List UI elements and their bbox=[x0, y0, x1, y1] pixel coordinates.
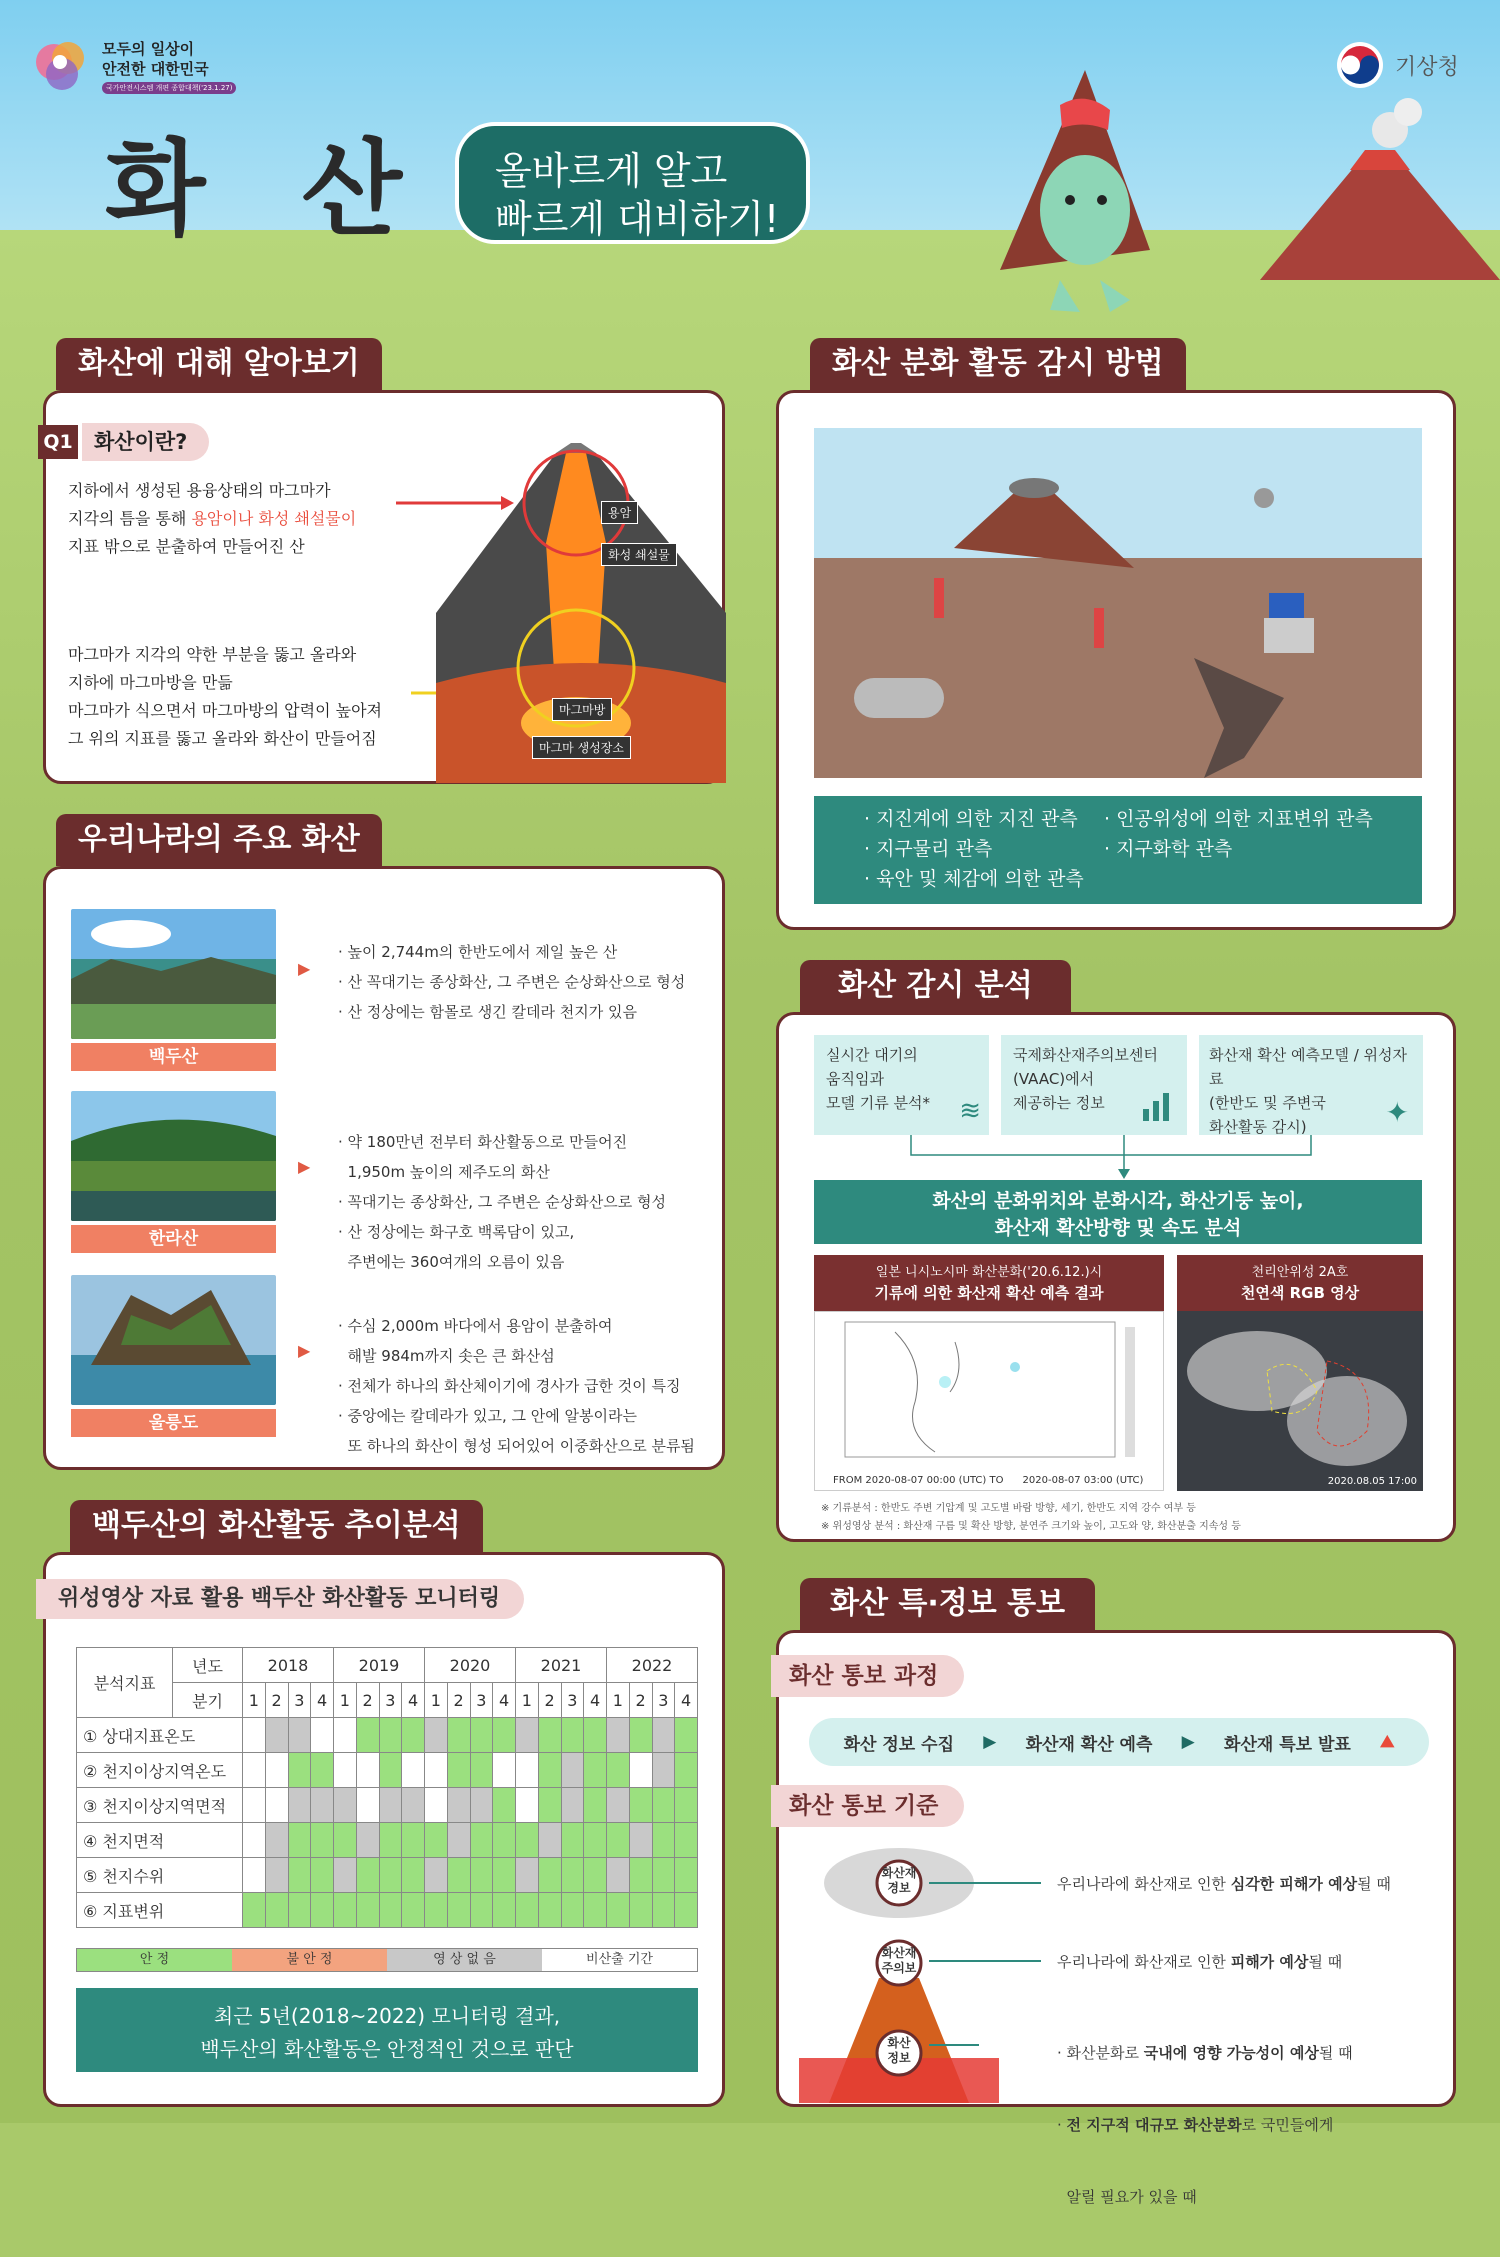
analysis-panel bbox=[776, 1012, 1456, 1542]
table-row bbox=[77, 1823, 698, 1858]
status-cell bbox=[675, 1823, 698, 1858]
row-label: ③ 천지이상지역면적 bbox=[77, 1788, 243, 1823]
legend-unstable: 불 안 정 bbox=[232, 1949, 387, 1971]
status-cell bbox=[265, 1858, 288, 1893]
status-cell bbox=[629, 1788, 652, 1823]
status-cell bbox=[607, 1823, 630, 1858]
status-cell bbox=[288, 1858, 311, 1893]
status-cell bbox=[447, 1718, 470, 1753]
status-cell bbox=[447, 1893, 470, 1928]
connector-lines bbox=[814, 1135, 1424, 1180]
page-title: 화 산 bbox=[105, 128, 433, 250]
status-cell bbox=[243, 1858, 266, 1893]
status-cell bbox=[493, 1858, 516, 1893]
quarter-cell: 3 bbox=[379, 1683, 402, 1718]
status-cell bbox=[425, 1823, 448, 1858]
status-cell bbox=[652, 1788, 675, 1823]
status-cell bbox=[470, 1858, 493, 1893]
trend-subtitle: 위성영상 자료 활용 백두산 화산활동 모니터링 bbox=[36, 1579, 524, 1619]
monitor-tab: 화산 분화 활동 감시 방법 bbox=[810, 338, 1186, 390]
satellite-rgb-image bbox=[1177, 1311, 1423, 1491]
row-label: ② 천지이상지역온도 bbox=[77, 1753, 243, 1788]
table-row bbox=[77, 1893, 698, 1928]
wind-icon: ≋ bbox=[959, 1096, 981, 1126]
formation-text: 마그마가 지각의 약한 부분을 뚫고 올라와 지하에 마그마방을 만듦 마그마가 식으면서 마그마방의 압력이 높아져 그 위의 지표를 뚫고 올라와 화산이 만들어짐 bbox=[68, 645, 383, 748]
status-cell bbox=[652, 1718, 675, 1753]
arrow-right-icon: ▶ bbox=[298, 1341, 311, 1360]
status-cell bbox=[675, 1893, 698, 1928]
status-cell bbox=[652, 1893, 675, 1928]
status-cell bbox=[470, 1823, 493, 1858]
status-cell bbox=[402, 1893, 425, 1928]
level-warning-desc: 우리나라에 화산재로 인한 심각한 피해가 예상될 때 bbox=[1057, 1875, 1391, 1893]
status-cell bbox=[402, 1753, 425, 1788]
step-announce: 화산재 특보 발표 bbox=[1224, 1734, 1351, 1755]
status-cell bbox=[584, 1788, 607, 1823]
dispersion-map-graphic bbox=[815, 1312, 1163, 1472]
fig2-header: 천리안위성 2A호 천연색 RGB 영상 bbox=[1177, 1255, 1423, 1311]
bubble-line1: 올바르게 알고 bbox=[495, 149, 728, 193]
monitor-methods-list: · 지진계에 의한 지진 관측 · 인공위성에 의한 지표변위 관측 · 지구물리 관측 · 지구화학 관측 · 육안 및 체감에 의한 관측 bbox=[814, 796, 1422, 904]
volcano-alert-icon: ⛰ bbox=[1380, 1732, 1395, 1752]
status-cell bbox=[447, 1753, 470, 1788]
quarter-cell: 4 bbox=[675, 1683, 698, 1718]
status-cell bbox=[629, 1858, 652, 1893]
quarter-cell: 2 bbox=[447, 1683, 470, 1718]
status-cell bbox=[288, 1753, 311, 1788]
table-legend bbox=[76, 1948, 698, 1972]
status-cell bbox=[447, 1823, 470, 1858]
quarter-cell: 4 bbox=[402, 1683, 425, 1718]
status-cell bbox=[470, 1788, 493, 1823]
quarter-cell: 2 bbox=[356, 1683, 379, 1718]
status-cell bbox=[584, 1893, 607, 1928]
status-cell bbox=[561, 1788, 584, 1823]
level-warning-badge: 화산재 경보 bbox=[881, 1866, 917, 1895]
year-2022: 2022 bbox=[607, 1648, 698, 1683]
status-cell bbox=[356, 1718, 379, 1753]
level-advisory-badge: 화산재 주의보 bbox=[881, 1946, 917, 1975]
ulleung-photo bbox=[71, 1275, 276, 1405]
status-cell bbox=[379, 1893, 402, 1928]
status-cell bbox=[334, 1788, 357, 1823]
quarter-cell: 4 bbox=[493, 1683, 516, 1718]
vaac-box: 국제화산재주의보센터 (VAAC)에서 제공하는 정보 bbox=[1001, 1035, 1187, 1135]
status-cell bbox=[493, 1823, 516, 1858]
level-advisory-desc: 우리나라에 화산재로 인한 피해가 예상될 때 bbox=[1057, 1953, 1343, 1971]
status-cell bbox=[425, 1893, 448, 1928]
status-cell bbox=[288, 1893, 311, 1928]
monitoring-table bbox=[76, 1647, 698, 1928]
quarter-cell: 3 bbox=[288, 1683, 311, 1718]
status-cell bbox=[243, 1893, 266, 1928]
arrow-right-icon: ▶ bbox=[298, 959, 311, 978]
quarter-cell: 1 bbox=[334, 1683, 357, 1718]
status-cell bbox=[629, 1718, 652, 1753]
criteria-title: 화산 통보 기준 bbox=[771, 1785, 964, 1827]
status-cell bbox=[538, 1823, 561, 1858]
status-cell bbox=[243, 1718, 266, 1753]
quarter-cell: 3 bbox=[561, 1683, 584, 1718]
volcano-card-halla bbox=[71, 1091, 276, 1253]
status-cell bbox=[379, 1858, 402, 1893]
status-cell bbox=[265, 1788, 288, 1823]
status-cell bbox=[311, 1858, 334, 1893]
quarter-cell: 2 bbox=[629, 1683, 652, 1718]
quarter-cell: 2 bbox=[265, 1683, 288, 1718]
volcano-card-baekdu bbox=[71, 909, 276, 1071]
halla-photo bbox=[71, 1091, 276, 1221]
q-title: 화산이란? bbox=[82, 423, 209, 461]
status-cell bbox=[675, 1858, 698, 1893]
status-cell bbox=[425, 1858, 448, 1893]
status-cell bbox=[516, 1788, 539, 1823]
status-cell bbox=[561, 1858, 584, 1893]
status-cell bbox=[493, 1788, 516, 1823]
legend-stable: 안 정 bbox=[77, 1949, 232, 1971]
status-cell bbox=[629, 1823, 652, 1858]
status-cell bbox=[243, 1753, 266, 1788]
agency-name: 기상청 bbox=[1395, 55, 1459, 80]
status-cell bbox=[561, 1823, 584, 1858]
fig1-header: 일본 니시노시마 화산분화('20.6.12.)시 기류에 의한 화산재 확산 예측 결과 bbox=[814, 1255, 1164, 1311]
status-cell bbox=[356, 1893, 379, 1928]
status-cell bbox=[538, 1858, 561, 1893]
label-magma-origin: 마그마 생성장소 bbox=[532, 736, 631, 759]
monitor-panel bbox=[776, 390, 1456, 930]
status-cell bbox=[607, 1788, 630, 1823]
status-cell bbox=[288, 1718, 311, 1753]
step-predict: 화산재 확산 예측 bbox=[1025, 1734, 1153, 1755]
status-cell bbox=[607, 1858, 630, 1893]
status-cell bbox=[584, 1858, 607, 1893]
status-cell bbox=[561, 1753, 584, 1788]
year-2020: 2020 bbox=[425, 1648, 516, 1683]
note-airflow: ※ 기류분석 : 한반도 주변 기압계 및 고도별 바람 방향, 세기, 한반도 지역 강수 여부 등 bbox=[821, 1503, 1196, 1514]
status-cell bbox=[538, 1788, 561, 1823]
legend-no-image: 영 상 없 음 bbox=[387, 1949, 542, 1971]
status-cell bbox=[402, 1788, 425, 1823]
status-cell bbox=[402, 1823, 425, 1858]
step-collect: 화산 정보 수집 bbox=[843, 1734, 954, 1755]
level-info-desc: · 화산분화로 국내에 영향 가능성이 예상될 때 · 전 지구적 대규모 화산분화로 국민들에게 알릴 필요가 있을 때 bbox=[1057, 2044, 1353, 2206]
analysis-result: 화산의 분화위치와 분화시각, 화산기둥 높이, 화산재 확산방향 및 속도 분석 bbox=[814, 1180, 1422, 1244]
quarter-cell: 2 bbox=[538, 1683, 561, 1718]
ash-dispersion-map bbox=[814, 1311, 1164, 1491]
status-cell bbox=[516, 1753, 539, 1788]
status-cell bbox=[516, 1858, 539, 1893]
status-cell bbox=[425, 1718, 448, 1753]
status-cell bbox=[516, 1718, 539, 1753]
status-cell bbox=[629, 1753, 652, 1788]
status-cell bbox=[356, 1788, 379, 1823]
notice-panel bbox=[776, 1630, 1456, 2206]
status-cell bbox=[402, 1858, 425, 1893]
status-cell bbox=[311, 1788, 334, 1823]
status-cell bbox=[675, 1753, 698, 1788]
status-cell bbox=[675, 1788, 698, 1823]
baekdu-desc: · 높이 2,744m의 한반도에서 제일 높은 산 · 산 꼭대기는 종상화산, 그 주변은 순상화산으로 형성 · 산 정상에는 함몰로 생긴 칼데라 천지가 있음 bbox=[338, 943, 686, 1021]
korea-tab: 우리나라의 주요 화산 bbox=[56, 814, 382, 866]
brand-line2: 안전한 대한민국 bbox=[102, 60, 209, 78]
brand-sub: 국가안전시스템 개편 종합대책('23.1.27) bbox=[102, 82, 236, 94]
status-cell bbox=[379, 1823, 402, 1858]
halla-desc: · 약 180만년 전부터 화산활동으로 만들어진 1,950m 높이의 제주도의 화산 · 꼭대기는 종상화산, 그 주변은 순상화산으로 형성 · 산 정상에는 화구호 백록담이 있고, 주변에는 360여개의 오름이 있음 bbox=[338, 1133, 666, 1271]
row-label: ⑥ 지표변위 bbox=[77, 1893, 243, 1928]
definition-text: 지하에서 생성된 용융상태의 마그마가 지각의 틈을 통해 용암이나 화성 쇄설물이 지표 밖으로 분출하여 만들어진 산 bbox=[68, 481, 357, 556]
status-cell bbox=[334, 1858, 357, 1893]
campaign-logo-icon bbox=[32, 32, 92, 96]
status-cell bbox=[311, 1893, 334, 1928]
level-connector-arrows bbox=[929, 1869, 1049, 2069]
quarter-cell: 1 bbox=[425, 1683, 448, 1718]
satellite-image-graphic bbox=[1177, 1311, 1423, 1491]
status-cell bbox=[470, 1753, 493, 1788]
status-cell bbox=[447, 1788, 470, 1823]
volcano-card-ulleung bbox=[71, 1275, 276, 1437]
year-2018: 2018 bbox=[243, 1648, 334, 1683]
korea-panel bbox=[43, 866, 725, 1470]
status-cell bbox=[265, 1893, 288, 1928]
baekdu-photo bbox=[71, 909, 276, 1039]
quarter-cell: 1 bbox=[243, 1683, 266, 1718]
status-cell bbox=[311, 1823, 334, 1858]
trend-result: 최근 5년(2018~2022) 모니터링 결과, 백두산의 화산활동은 안정적인 것으로 판단 bbox=[76, 1988, 698, 2072]
status-cell bbox=[243, 1788, 266, 1823]
legend-no-output: 비산출 기간 bbox=[542, 1949, 697, 1971]
process-title: 화산 통보 과정 bbox=[771, 1655, 964, 1697]
status-cell bbox=[425, 1753, 448, 1788]
satellite-icon: ✦ bbox=[1385, 1096, 1409, 1129]
ash-model-box: 화산재 확산 예측모델 / 위성자료 (한반도 및 주변국 화산활동 감시) ✦ bbox=[1199, 1035, 1423, 1135]
status-cell bbox=[334, 1753, 357, 1788]
status-cell bbox=[288, 1823, 311, 1858]
status-cell bbox=[334, 1893, 357, 1928]
baekdu-label: 백두산 bbox=[71, 1043, 276, 1071]
status-cell bbox=[538, 1753, 561, 1788]
year-2019: 2019 bbox=[334, 1648, 425, 1683]
status-cell bbox=[652, 1823, 675, 1858]
bubble-line2: 빠르게 대비하기! bbox=[495, 197, 780, 241]
status-cell bbox=[629, 1893, 652, 1928]
status-cell bbox=[561, 1893, 584, 1928]
status-cell bbox=[470, 1893, 493, 1928]
table-row bbox=[77, 1858, 698, 1893]
status-cell bbox=[516, 1823, 539, 1858]
status-cell bbox=[356, 1858, 379, 1893]
volcano-cross-section-diagram bbox=[436, 433, 726, 783]
status-cell bbox=[607, 1893, 630, 1928]
quarter-cell: 1 bbox=[516, 1683, 539, 1718]
fig1-caption: FROM 2020-08-07 00:00 (UTC) TO 2020-08-07 03:00 (UTC) bbox=[833, 1475, 1144, 1486]
quarter-cell: 3 bbox=[652, 1683, 675, 1718]
status-cell bbox=[265, 1823, 288, 1858]
status-cell bbox=[516, 1893, 539, 1928]
status-cell bbox=[538, 1893, 561, 1928]
status-cell bbox=[265, 1753, 288, 1788]
trend-panel bbox=[43, 1552, 725, 2107]
brand-line1: 모두의 일상이 bbox=[102, 40, 195, 58]
status-cell bbox=[288, 1788, 311, 1823]
status-cell bbox=[311, 1718, 334, 1753]
row-label: ① 상대지표온도 bbox=[77, 1718, 243, 1753]
status-cell bbox=[356, 1823, 379, 1858]
speech-bubble bbox=[455, 122, 810, 244]
status-cell bbox=[652, 1753, 675, 1788]
status-cell bbox=[607, 1753, 630, 1788]
row-label: ④ 천지면적 bbox=[77, 1823, 243, 1858]
level-info-badge: 화산 정보 bbox=[887, 2036, 911, 2065]
airflow-box: 실시간 대기의 움직임과 모델 기류 분석* ≋ bbox=[814, 1035, 989, 1135]
label-lava: 용암 bbox=[601, 501, 638, 524]
about-panel bbox=[43, 390, 725, 784]
q-number: Q1 bbox=[38, 425, 78, 459]
status-cell bbox=[334, 1718, 357, 1753]
status-cell bbox=[561, 1718, 584, 1753]
trend-tab: 백두산의 화산활동 추이분석 bbox=[70, 1500, 483, 1552]
status-cell bbox=[584, 1753, 607, 1788]
status-cell bbox=[493, 1893, 516, 1928]
arrow-right-icon: ▶ bbox=[298, 1157, 311, 1176]
arrow-right-icon: ▶ bbox=[983, 1732, 997, 1752]
ulleung-label: 울릉도 bbox=[71, 1409, 276, 1437]
table-row bbox=[77, 1753, 698, 1788]
campaign-logo bbox=[32, 32, 242, 102]
status-cell bbox=[379, 1718, 402, 1753]
notice-tab: 화산 특·정보 통보 bbox=[800, 1578, 1095, 1630]
table-row bbox=[77, 1788, 698, 1823]
status-cell bbox=[379, 1788, 402, 1823]
status-cell bbox=[493, 1753, 516, 1788]
quarter-cell: 4 bbox=[311, 1683, 334, 1718]
analysis-tab: 화산 감시 분석 bbox=[800, 960, 1071, 1012]
ulleung-desc: · 수심 2,000m 바다에서 용암이 분출하여 해발 984m까지 솟은 큰 화산섬 · 전체가 하나의 화산체이기에 경사가 급한 것이 특징 · 중앙에는 칼데라가 있고, 그 안에 알봉이라는 또 하나의 화산이 형성 되어있어 이중화산으로 분류됨 bbox=[338, 1317, 695, 1455]
monitoring-scene-illustration bbox=[814, 428, 1422, 778]
volcano-mascot-illustration bbox=[880, 50, 1500, 340]
bar-chart-icon bbox=[1141, 1093, 1175, 1121]
status-cell bbox=[356, 1753, 379, 1788]
status-cell bbox=[265, 1718, 288, 1753]
status-cell bbox=[447, 1858, 470, 1893]
status-cell bbox=[243, 1823, 266, 1858]
status-cell bbox=[425, 1788, 448, 1823]
about-tab: 화산에 대해 알아보기 bbox=[56, 338, 382, 390]
status-cell bbox=[379, 1753, 402, 1788]
status-cell bbox=[493, 1718, 516, 1753]
header-index: 분석지표 bbox=[77, 1648, 173, 1718]
status-cell bbox=[334, 1823, 357, 1858]
status-cell bbox=[470, 1718, 493, 1753]
status-cell bbox=[607, 1718, 630, 1753]
header-quarter: 분기 bbox=[173, 1683, 243, 1718]
label-pyroclastic: 화성 쇄설물 bbox=[601, 543, 677, 566]
note-satellite: ※ 위성영상 분석 : 화산재 구름 및 확산 방향, 분연주 크기와 높이, 고도와 양, 화산분출 지속성 등 bbox=[821, 1521, 1241, 1532]
quarter-cell: 3 bbox=[470, 1683, 493, 1718]
status-cell bbox=[652, 1858, 675, 1893]
status-cell bbox=[675, 1718, 698, 1753]
status-cell bbox=[402, 1718, 425, 1753]
table-row bbox=[77, 1718, 698, 1753]
row-label: ⑤ 천지수위 bbox=[77, 1858, 243, 1893]
header-year: 년도 bbox=[173, 1648, 243, 1683]
year-2021: 2021 bbox=[516, 1648, 607, 1683]
process-flow bbox=[809, 1718, 1429, 1766]
quarter-cell: 1 bbox=[607, 1683, 630, 1718]
halla-label: 한라산 bbox=[71, 1225, 276, 1253]
status-cell bbox=[584, 1823, 607, 1858]
fig2-caption: 2020.08.05 17:00 bbox=[1327, 1476, 1417, 1487]
quarter-cell: 4 bbox=[584, 1683, 607, 1718]
status-cell bbox=[311, 1753, 334, 1788]
arrow-right-icon: ▶ bbox=[1181, 1732, 1195, 1752]
status-cell bbox=[538, 1718, 561, 1753]
label-magma-chamber: 마그마방 bbox=[552, 698, 612, 721]
status-cell bbox=[584, 1718, 607, 1753]
